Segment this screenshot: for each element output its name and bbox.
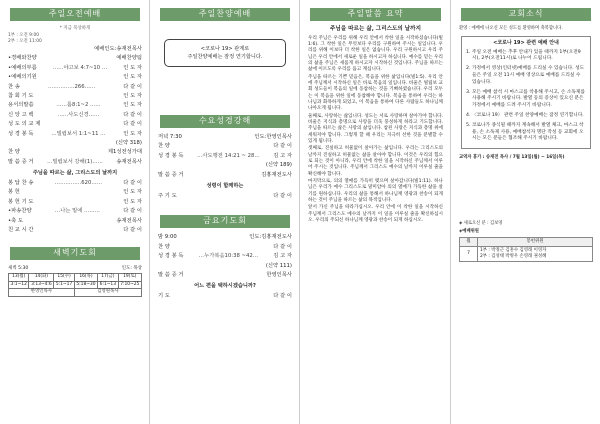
postponed-notice-box [164, 39, 286, 67]
sermon-paragraph: 앞서 가신 주님을 따라가십시오. 우리 안에 이 착한 일을 시작하신 주님께서 그리스도 예수의 날까지 이 일을 이루실 줄을 확신하십시오. 우리의 주되신 하나님께 영광과 찬송이 되게 하십시오. [308, 205, 443, 224]
wednesday-order-row-detail: …사도행전 14:21 ~ 28… [197, 152, 260, 159]
wednesday-order-row-leader: 김홍재전도사 [261, 171, 292, 178]
morning-order-row [8, 73, 142, 82]
morning-order-row-detail [37, 54, 117, 63]
wednesday-order-row [158, 171, 292, 180]
friday-order-row-label: 찬 양 [158, 243, 170, 250]
wednesday-order-row-label: 저녁 7:30 [158, 134, 182, 140]
morning-order-row-detail: …빌립보서 1:1~11 … [51, 130, 106, 137]
news-item: 4. 〈코로나 19〉 관련 주일 찬양예배는 잠정 연기합니다. [466, 113, 584, 118]
morning-order-2-row-label: 봉 헌 기 도 [8, 198, 34, 205]
sermon-paragraph: 주님을 따르는 기쁜 믿음은, 복음을 위한 삶입니다(빌1:5). 우리 안에 주님께서 시작하신 일은 바로 복음의 일입니다. 바울은 빌립보 교회 성도들이 복음의 일에 동참하는 것을 기뻐하였습니다. 우리 모두는 이 복음을 위한 일에 동참해야 합니다. 복음을 통하여 우리는 하나님과 화목하게 되었고, 이 복음을 통하여 다른 사람들도 하나님께 나아오게 됩니다. [308, 74, 443, 112]
morning-order-list [8, 45, 142, 167]
morning-order-2-row-detail: …나는 밑에 ……… [54, 208, 100, 215]
morning-order-row-leader: 다 같 이 [123, 111, 142, 118]
service-week: 7 [460, 247, 478, 262]
morning-order-row [8, 148, 142, 157]
morning-order-row [8, 130, 142, 139]
morning-order-row-label: •예배의부름 [8, 64, 37, 71]
friday-order-2-row-leader: 다 같 이 [273, 293, 292, 300]
morning-order-2-row-label: •파송찬양 [8, 208, 32, 215]
service-committee-label: ◈예배위원 [459, 229, 479, 235]
morning-order-2-row-leader: 다 같 이 [123, 208, 142, 215]
dawn-prayer-day: 16(목) [74, 274, 97, 282]
wednesday-title: 성령이 함께하는 [206, 182, 244, 189]
morning-order-row-label: 성 도 의 교 제 [8, 121, 41, 128]
friday-order-row-leader: 다 같 이 [273, 243, 292, 250]
sermon-summary-header: 주일말씀 요약 [310, 8, 441, 21]
wednesday-order-row-detail [170, 142, 273, 151]
morning-order-row-label: 성 경 봉 독 [8, 130, 34, 137]
morning-order-row [8, 111, 142, 120]
morning-order-row-leader: 예배찬양팀 [116, 55, 142, 62]
morning-order-row-label: 말 씀 증 거 [8, 158, 34, 165]
dawn-prayer-passage: 5:1~17 [54, 281, 74, 289]
morning-order-2-row-label: 친 교 시 간 [8, 227, 34, 234]
morning-order-2-row-leader: 다 같 이 [123, 227, 142, 234]
friday-order-row-label: 말 씀 증 거 [158, 271, 184, 278]
sermon-paragraph: 둘째로, 사랑하는 삶입니다. 성도는 서로 사랑하며 살아가야 합니다. 바울은 지식과 총명으로 사랑을 더욱 풍성하게 하라고 기도합니다. 주님을 따르는 삶은 사랑의 삶입니다. 참된 사랑은 지식과 총명 위에 세워져야 합니다. 그렇게 할 때 우리는 지극히 선한 것을 분별할 수 있게 됩니다. [308, 113, 443, 145]
morning-order-2-row-detail [34, 226, 124, 235]
wednesday-order-row-label: 찬 양 [158, 143, 170, 150]
morning-order-row [8, 158, 142, 167]
morning-order-row-leader: 예배인도:송재전목사 [94, 46, 142, 52]
service-week-head: 월 [460, 238, 478, 247]
wednesday-order-row-detail [182, 133, 255, 142]
morning-order-row-detail [20, 148, 108, 157]
sermon-summary-body [308, 36, 443, 225]
friday-order-row-label: 성 경 봉 독 [158, 253, 184, 260]
wednesday-order-row [158, 152, 292, 161]
service-committee-table [459, 237, 593, 262]
friday-order-list-2 [158, 292, 292, 301]
dawn-prayer-leader-label: 인도: 목상 [121, 266, 142, 272]
morning-order-row-label: 참 회 기 도 [8, 92, 34, 99]
morning-order-row-label: •경배와찬양 [8, 55, 37, 62]
morning-order-2-row-label: 봉 헌 [8, 189, 20, 196]
news-list [466, 50, 586, 143]
morning-order-2-row [8, 188, 142, 197]
dawn-prayer-leader-right: 김영원목사 [74, 289, 141, 297]
morning-order-row-leader: 송재전목사 [116, 158, 142, 165]
news-item: 1. 주일 오전 예배는 추후 안내가 있을 때까지 1부(오전9시), 2부(오전11시)로 나누어 드립니다. [466, 49, 581, 62]
friday-prayer-header: 금요기도회 [160, 215, 290, 228]
wednesday-order-row-label: 성 경 봉 독 [158, 152, 184, 159]
dawn-prayer-day: 15(수) [54, 274, 74, 282]
welcome-text: 환영 : 예배에 나오신 모든 성도를 환영하며 축복합니다. [459, 26, 563, 31]
dawn-prayer-day: 13(월) [9, 274, 29, 282]
dawn-prayer-day: 14(화) [29, 274, 54, 282]
morning-order-2-row-detail [34, 198, 124, 207]
morning-order-row-label: •예배의기원 [8, 74, 37, 81]
wednesday-order-row-label: 말 씀 증 거 [158, 171, 184, 178]
sermon-paragraph: 셋째로, 진실하고 허물없이 살아가는 삶입니다. 우리는 그리스도의 날까지 진실하고 허물없는 삶을 살아야 합니다. 이것은 우리의 힘으로 되는 것이 아니라, 우리 안에 착한 일을 시작하신 주님께서 이루어 주시는 것입니다. 주님께서 그리스도 예수의 날까지 이루실 줄을 확신해야 합니다. [308, 146, 443, 177]
morning-order-2-row [8, 217, 142, 226]
friday-order-row [158, 262, 292, 271]
friday-order-2-row [158, 292, 292, 301]
morning-order-2-row-detail: ……………620…… [54, 180, 102, 187]
morning-order-row [8, 83, 142, 92]
morning-order-row-detail [34, 92, 124, 101]
morning-order-2-row-leader: 인 도 자 [123, 189, 142, 196]
morning-order-row [8, 64, 142, 73]
wednesday-order-row [158, 161, 292, 170]
morning-order-row-detail: ……………266…… [48, 83, 96, 90]
service-head: 봉헌위원 [478, 238, 593, 247]
wednesday-order-row-leader: (신약 189) [265, 162, 292, 169]
morning-order-2-row [8, 226, 142, 235]
morning-order-row-leader: 제1성전성가대 [107, 149, 142, 156]
morning-order-row-leader: (신약 318) [115, 139, 142, 146]
dawn-prayer-passage: 6:1~13 [98, 281, 118, 289]
dawn-prayer-header: 새벽기도회 [10, 247, 140, 260]
friday-order-2-row-label: 기 도 [158, 293, 170, 300]
morning-order-row [8, 92, 142, 101]
morning-order-row [8, 54, 142, 63]
morning-order-2-row-leader: 인 도 자 [123, 198, 142, 205]
service-row-1: 1부 : 박정근 김홍수 김영래 이영자 [480, 248, 547, 254]
morning-order-row [8, 120, 142, 129]
morning-order-row-label: 찬 양 [8, 149, 20, 156]
morning-order-row-leader: 인 도 자 [123, 64, 142, 71]
dawn-prayer-leader-left: 한영인목사 [9, 289, 75, 297]
morning-order-row-label: 신 앙 고 백 [8, 111, 34, 118]
friday-order-row-leader: 한영인목사 [266, 271, 292, 278]
wednesday-order-list [158, 133, 292, 180]
morning-order-row-label: 용서의말씀 [8, 102, 34, 109]
morning-order-2-row-detail [23, 217, 116, 226]
morning-order-2-row-detail [20, 188, 123, 197]
wednesday-order-2-row [158, 192, 292, 201]
new-member-text: ◈ 새로오신 분 : 김보영 [459, 221, 503, 227]
sermon-paragraph: 마지막으로, 의의 열매를 가득히 맺으며 살아갑니다(빌1:11). 하나님은 우리가 예수 그리스도로 말미암아 의의 열매가 가득한 삶을 살기를 원하십니다. 우리의 삶을 통해서 하나님께 영광과 찬송이 되게 하는 것이 주님을 따르는 삶의 목적입니다. [308, 179, 443, 204]
morning-order-row-leader: 다 같 이 [123, 83, 142, 90]
dawn-prayer-passage: 7:10~25 [118, 281, 141, 289]
staff-vacation: 교역자 휴가 : 송재전 목사 / 7월 13일(월) ~ 16일(목) [459, 155, 565, 161]
dawn-prayer-day: 17(금) [98, 274, 118, 282]
news-item: 2. 가정에서 영상(인터넷)예배를 드리실 수 있습니다. 성도들은 주일 오전 11시 예배 영상으로 예배를 드리실 수 있습니다. [466, 66, 585, 85]
morning-order-row-detail [8, 45, 94, 54]
wednesday-order-row-leader: 인도:한영인목사 [254, 134, 292, 140]
friday-order-row [158, 252, 292, 261]
wednesday-order-2-row-label: 주 기 도 [158, 192, 177, 199]
wednesday-order-2-row-leader: 다 같 이 [273, 192, 292, 199]
wednesday-order-row [158, 142, 292, 151]
wednesday-order-row-detail [158, 161, 266, 170]
morning-time-2: 2부 : 오전 11:00 [8, 39, 42, 44]
morning-time-1: 1부 : 오전 9:00 [8, 33, 40, 38]
dawn-prayer-passage: 5:18~30 [74, 281, 97, 289]
evening-worship-column [150, 0, 300, 424]
morning-order-row-leader: 인 도 자 [123, 102, 142, 109]
morning-order-2-row [8, 179, 142, 188]
news-item: 5. 코로나가 종식될 때까지 계속해서 발열 체크, 마스크 착용, 손 소독제 사용, 예배참석자 명단 작성 등 교회에 오시는 모든 분들은 협조해 주시기 바랍니다. [466, 123, 584, 142]
friday-order-row-detail [170, 243, 273, 252]
sermon-summary-column [300, 0, 451, 424]
postponed-line-2: 주일찬양예배는 잠정 연기합니다. [187, 54, 263, 60]
friday-order-row-leader: 인도:김홍재전도사 [249, 234, 292, 241]
morning-order-row [8, 101, 142, 110]
news-item: 3. 모든 예배 참석 시 마스크를 착용해 주시고, 손 소독제를 사용해 주시기 바랍니다. 발열 등의 증상이 있으신 분은 가정에서 예배를 드려 주시기 바랍니다. [466, 89, 585, 108]
friday-order-2-row-detail [170, 292, 273, 301]
morning-order-row-detail: …빌립보서 강해(1)…… [47, 158, 103, 165]
morning-order-2-row-leader: 다 같 이 [123, 180, 142, 187]
morning-order-2-row-label: •축 도 [8, 217, 24, 224]
wednesday-order-row-leader: 다 같 이 [273, 143, 292, 150]
dawn-prayer-passage: 3:13~4:6 [29, 281, 54, 289]
morning-order-row-detail [8, 139, 116, 148]
friday-order-row-label: 밤 9:00 [158, 234, 177, 241]
wednesday-order-row [158, 133, 292, 142]
morning-order-row-detail [37, 73, 124, 82]
sermon-paragraph: 우리 주님은 우리를 위해 우리 안에서 착한 일을 시작하셨습니다(빌1:6). 그 착한 일은 무엇보다 우리를 구원하여 주시는 일입니다. 우리를 위해 이보다 더 착한 일은 없습니다. 우리 구원하시고 우리 주님은 우리 안에서 새로운 일을 하시고자 하십니다. 예수를 믿는 우리의 삶을 주님은 새롭게 하시고자 시작하신 것입니다. 주님을 따르는 삶에 이르도록 우리를 돕고 계십니다. [308, 35, 443, 73]
wednesday-order-list-2 [158, 192, 292, 201]
morning-worship-note: * 지금 묵상하게 [59, 26, 91, 31]
friday-order-row-detail [158, 262, 266, 271]
dawn-prayer-time: 새벽 5:30 [8, 266, 29, 272]
morning-order-2-row-label: 봉 답 찬 송 [8, 180, 34, 187]
friday-order-row [158, 233, 292, 242]
friday-order-row [158, 243, 292, 252]
church-news-header: 교회소식 [461, 8, 591, 21]
friday-order-list [158, 233, 292, 280]
friday-order-row-detail [177, 233, 250, 242]
morning-order-row-leader: 인 도 자 [123, 92, 142, 99]
covid-notice-title: <코로나 19> 관련 예배 안내 [493, 40, 559, 46]
wednesday-order-row-detail [184, 171, 262, 180]
morning-order-row-leader: 다 같 이 [123, 121, 142, 128]
friday-order-row-leader: 김 고 자 [273, 253, 292, 260]
service-row-2: 2부 : 김성태 박병우 손영래 권성혜 [480, 254, 547, 260]
wednesday-order-2-row-detail [177, 192, 274, 201]
morning-order-row-label: 찬 송 [8, 83, 20, 90]
morning-order-row [8, 45, 142, 54]
dawn-prayer-day: 19(토) [118, 274, 141, 282]
morning-order-2-row [8, 198, 142, 207]
morning-order-2-row-leader: 송재전목사 [116, 217, 142, 224]
sermon-summary-title: 주님을 따르는 삶, 그리스도의 날까지 [330, 26, 421, 32]
morning-worship-column [0, 0, 150, 424]
morning-order-row-leader: 인 도 자 [123, 130, 142, 137]
friday-order-row-detail: …누가복음10:38 ~42… [198, 253, 258, 260]
morning-order-row [8, 139, 142, 148]
covid-notice-box [461, 36, 591, 149]
postponed-line-1: <코로나 19> 관계로 [200, 46, 250, 52]
friday-order-row-detail [184, 271, 267, 280]
wednesday-order-row-leader: 김 고 자 [273, 152, 292, 159]
morning-order-2-row [8, 207, 142, 216]
dawn-prayer-table [8, 273, 142, 297]
evening-worship-header: 주일찬양예배 [160, 8, 290, 21]
friday-order-row-leader: (신약 111) [265, 262, 292, 269]
church-news-column [451, 0, 600, 424]
morning-order-row-detail: ……야고보 4:7~10 … [52, 64, 108, 71]
morning-order-list-2 [8, 179, 142, 235]
wednesday-study-header: 수요성경강해 [160, 115, 290, 128]
friday-order-row [158, 271, 292, 280]
morning-order-row-detail [40, 120, 123, 129]
dawn-prayer-passage: 3:1~12 [9, 281, 29, 289]
morning-order-row-leader: 인 도 자 [123, 74, 142, 81]
morning-order-row-detail: ……롬8:1~2 …… [56, 102, 101, 109]
morning-order-row-detail: ……사도신경…… [57, 111, 100, 118]
friday-title: 어느 편을 택하시겠습니까? [194, 283, 256, 290]
morning-worship-header: 주일오전예배 [10, 8, 140, 21]
morning-sermon-title: 주님을 따르는 삶, 그리스도의 날까지 [32, 170, 118, 177]
